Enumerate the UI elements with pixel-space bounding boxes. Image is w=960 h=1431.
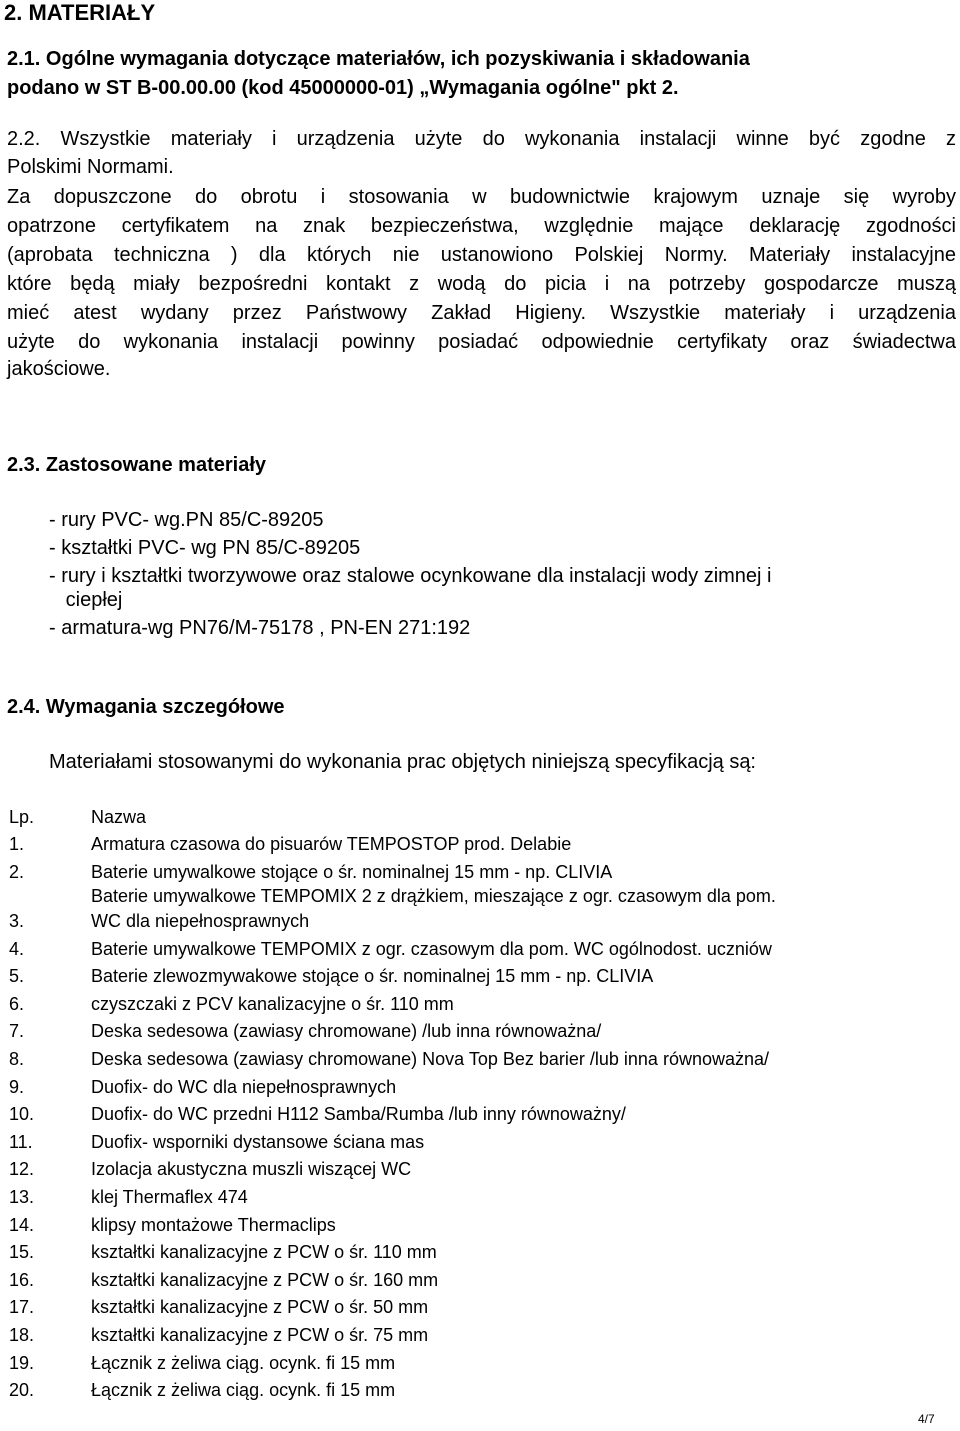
table-row-lp: 11. <box>9 1132 33 1152</box>
table-row-name: Deska sedesowa (zawiasy chromowane) Nova Top Bez barier /lub inna równoważna/ <box>91 1049 770 1069</box>
table-header-name: Nazwa <box>91 807 147 827</box>
table-row-lp: 5. <box>9 966 25 986</box>
table-row-lp: 20. <box>9 1380 35 1400</box>
table-row-lp: 18. <box>9 1325 35 1345</box>
table-row-name: klej Thermaflex 474 <box>91 1187 248 1207</box>
table-row-lp: 12. <box>9 1159 35 1179</box>
table-row-lp: 3. <box>9 911 25 931</box>
table-row-name: Baterie umywalkowe TEMPOMIX z ogr. czasowym dla pom. WC ogólnodost. uczniów <box>91 939 772 959</box>
table-header-lp: Lp. <box>9 807 35 827</box>
section-2-1-line1: 2.1. Ogólne wymagania dotyczące materiałów, ich pozyskiwania i składowania <box>7 48 750 70</box>
table-row-lp: 7. <box>9 1021 25 1041</box>
section-2-1-line2: podano w ST B-00.00.00 (kod 45000000-01) „Wymagania ogólne" pkt 2. <box>7 77 679 99</box>
section-2-2-line: które będą miały bezpośredni kontakt z wodą do picia i na potrzeby gospodarcze muszą <box>7 273 956 295</box>
table-row-lp: 8. <box>9 1049 25 1069</box>
material-list-item: ciepłej <box>49 589 123 611</box>
section-2-3-title: 2.3. Zastosowane materiały <box>7 454 267 476</box>
material-list-item: - armatura-wg PN76/M-75178 , PN-EN 271:192 <box>49 617 471 639</box>
table-row-lp: 17. <box>9 1297 35 1317</box>
table-row-name: Baterie umywalkowe TEMPOMIX 2 z drążkiem, mieszające z ogr. czasowym dla pom. <box>91 886 776 906</box>
section-2-2-line: jakościowe. <box>7 358 111 380</box>
section-2-4-title: 2.4. Wymagania szczegółowe <box>7 696 285 718</box>
table-row-name: czyszczaki z PCV kanalizacyjne o śr. 110 mm <box>91 994 454 1014</box>
table-row-lp: 13. <box>9 1187 35 1207</box>
table-row-name: kształtki kanalizacyjne z PCW o śr. 160 mm <box>91 1270 439 1290</box>
table-row-lp: 10. <box>9 1104 35 1124</box>
section-2-2-line: Za dopuszczone do obrotu i stosowania w budownictwie krajowym uznaje się wyroby <box>7 186 956 208</box>
table-row-lp: 4. <box>9 939 25 959</box>
section-2-2-line: użyte do wykonania instalacji powinny posiadać odpowiednie certyfikaty oraz świadectwa <box>7 331 956 353</box>
table-row-name: Duofix- do WC dla niepełnosprawnych <box>91 1077 397 1097</box>
table-row-name: Deska sedesowa (zawiasy chromowane) /lub inna równoważna/ <box>91 1021 602 1041</box>
table-row-name: WC dla niepełnosprawnych <box>91 911 310 931</box>
material-list-item: - rury i kształtki tworzywowe oraz stalowe ocynkowane dla instalacji wody zimnej i <box>49 565 772 587</box>
section-2-2-line: 2.2. Wszystkie materiały i urządzenia użyte do wykonania instalacji winne być zgodne z <box>7 128 956 150</box>
section-2-2-line: Polskimi Normami. <box>7 156 174 178</box>
table-row-name: Łącznik z żeliwa ciąg. ocynk. fi 15 mm <box>91 1380 396 1400</box>
table-row-lp: 19. <box>9 1353 35 1373</box>
table-row-name: kształtki kanalizacyjne z PCW o śr. 75 mm <box>91 1325 429 1345</box>
table-row-lp: 2. <box>9 862 25 882</box>
table-row-name: klipsy montażowe Thermaclips <box>91 1215 336 1235</box>
table-row-name: Baterie umywalkowe stojące o śr. nominalnej 15 mm - np. CLIVIA <box>91 862 613 882</box>
section-2-2-line: mieć atest wydany przez Państwowy Zakład Higieny. Wszystkie materiały i urządzenia <box>7 302 956 324</box>
table-row-name: Baterie zlewozmywakowe stojące o śr. nominalnej 15 mm - np. CLIVIA <box>91 966 654 986</box>
table-row-lp: 6. <box>9 994 25 1014</box>
table-row-lp: 9. <box>9 1077 25 1097</box>
section-heading: 2. MATERIAŁY <box>4 0 156 25</box>
table-row-name: Duofix- do WC przedni H112 Samba/Rumba /lub inny równoważny/ <box>91 1104 626 1124</box>
table-row-name: kształtki kanalizacyjne z PCW o śr. 110 mm <box>91 1242 437 1262</box>
table-row-lp: 16. <box>9 1270 35 1290</box>
material-list-item: - kształtki PVC- wg PN 85/C-89205 <box>49 537 361 559</box>
table-row-name: Armatura czasowa do pisuarów TEMPOSTOP prod. Delabie <box>91 834 572 854</box>
section-2-2-line: (aprobata techniczna ) dla których nie ustanowiono Polskiej Normy. Materiały instalacyjne <box>7 244 956 266</box>
material-list-item: - rury PVC- wg.PN 85/C-89205 <box>49 509 324 531</box>
table-row-lp: 14. <box>9 1215 35 1235</box>
page-number: 4/7 <box>918 1412 935 1426</box>
table-row-name: Łącznik z żeliwa ciąg. ocynk. fi 15 mm <box>91 1353 396 1373</box>
table-row-lp: 15. <box>9 1242 35 1262</box>
table-row-name: Duofix- wsporniki dystansowe ściana mas <box>91 1132 425 1152</box>
section-2-4-intro: Materiałami stosowanymi do wykonania prac objętych niniejszą specyfikacją są: <box>49 751 756 773</box>
section-2-2-line: opatrzone certyfikatem na znak bezpieczeństwa, względnie mające deklarację zgodności <box>7 215 956 237</box>
table-row-name: kształtki kanalizacyjne z PCW o śr. 50 mm <box>91 1297 429 1317</box>
table-row-lp: 1. <box>9 834 25 854</box>
table-row-name: Izolacja akustyczna muszli wiszącej WC <box>91 1159 412 1179</box>
